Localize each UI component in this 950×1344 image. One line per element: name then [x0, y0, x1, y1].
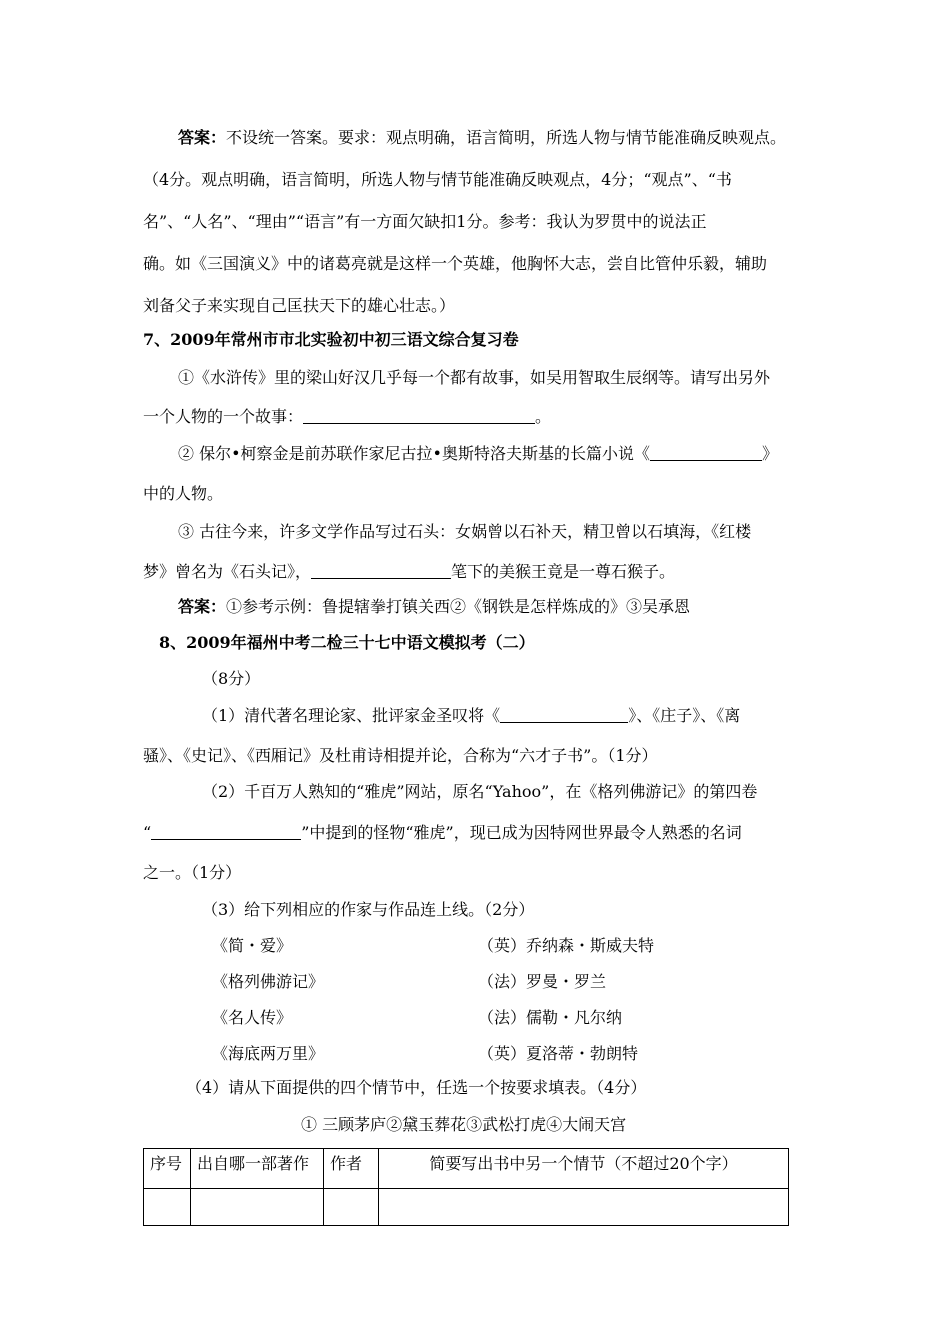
table-cell[interactable]: [191, 1189, 324, 1226]
q7-item-1-end: 。: [535, 407, 552, 426]
q8-part-1-text: （1）清代著名理论家、批评家金圣叹将《: [202, 706, 501, 725]
q7-item-3-text: 梦》曾名为《石头记》，: [143, 562, 312, 581]
q7-item-3-text-end: 笔下的美猴王竟是一尊石猴子。: [451, 562, 676, 581]
author-name: （法）罗曼・罗兰: [478, 972, 607, 991]
q8-part-4: （4）请从下面提供的四个情节中，任选一个按要求填表。（4分）: [186, 1078, 647, 1097]
answer-line-5: 刘备父子来实现自己匡扶天下的雄心壮志。）: [143, 296, 456, 315]
q7-item-3-line-2: [143, 561, 675, 583]
q7-item-1-line-1: ①《水浒传》里的梁山好汉几乎每一个都有故事，如吴用智取生辰纲等。请写出另外: [178, 368, 771, 387]
q8-part-2-line-2: [143, 822, 742, 844]
answer-text: ①参考示例：鲁提辖拳打镇关西②《钢铁是怎样炼成的》③吴承恩: [226, 597, 691, 616]
author-name: （法）儒勒・凡尔纳: [478, 1008, 623, 1027]
q8-part-2-line-1: （2）千百万人熟知的“雅虎”网站，原名“Yahoo”，在《格列佛游记》的第四卷: [202, 782, 758, 801]
answer-line-2: （4分。观点明确，语言简明，所选人物与情节能准确反映观点，4分；“观点”、“书: [143, 170, 732, 189]
q8-options: ① 三顾茅庐②黛玉葬花③武松打虎④大闹天宫: [301, 1115, 627, 1134]
work-title: 《名人传》: [212, 1008, 293, 1027]
answer-blank[interactable]: [303, 407, 535, 424]
work-title: 《格列佛游记》: [212, 972, 325, 991]
work-title: 《简・爱》: [212, 936, 293, 955]
author-name: （英）乔纳森・斯威夫特: [478, 936, 655, 955]
table-header: 序号: [144, 1149, 191, 1189]
open-quote: “: [143, 823, 152, 842]
q8-part-1-text-end: 》、《庄子》、《离: [628, 706, 741, 725]
q8-part-3: （3）给下列相应的作家与作品连上线。（2分）: [202, 900, 535, 919]
table-row: [144, 1189, 789, 1226]
table-header: 出自哪一部著作: [191, 1149, 324, 1189]
q7-item-3-line-1: ③ 古往今来，许多文学作品写过石头：女娲曾以石补天，精卫曾以石填海，《红楼: [178, 522, 752, 541]
answer-label: 答案：: [178, 128, 227, 147]
answer-blank[interactable]: [311, 562, 451, 579]
answer-blank[interactable]: [650, 444, 762, 461]
question-7-heading: 7、2009年常州市市北实验初中初三语文综合复习卷: [143, 330, 519, 349]
answer-line-1: [178, 127, 786, 149]
q8-part-2-text: ”中提到的怪物“雅虎”，现已成为因特网世界最令人熟悉的名词: [301, 823, 742, 842]
q8-part-1-line-1: [202, 705, 740, 727]
question-8-heading: 8、2009年福州中考二检三十七中语文模拟考（二）: [159, 633, 535, 652]
q7-item-2-line-2: 中的人物。: [143, 484, 224, 503]
table-cell[interactable]: [324, 1189, 379, 1226]
q7-item-2-line-1: [178, 443, 778, 465]
answer-line-4: 确。如《三国演义》中的诸葛亮就是这样一个英雄，他胸怀大志，尝自比管仲乐毅，辅助: [143, 254, 768, 273]
q8-part-2-line-3: 之一。（1分）: [143, 863, 242, 882]
answer-label: 答案：: [178, 597, 227, 616]
answer-blank[interactable]: [151, 823, 301, 840]
q8-part-1-line-2: 骚》、《史记》、《西厢记》及杜甫诗相提并论，合称为“六才子书”。（1分）: [143, 746, 658, 765]
answer-blank[interactable]: [500, 706, 628, 723]
q7-item-1-text: 一个人物的一个故事：: [143, 407, 304, 426]
table-cell[interactable]: [144, 1189, 191, 1226]
q7-answer: [178, 596, 690, 618]
q8-score: （8分）: [202, 669, 261, 688]
table-header-row: [144, 1149, 789, 1189]
table-header: 简要写出书中另一个情节（不超过20个字）: [379, 1149, 789, 1189]
q7-item-2-text: ② 保尔•柯察金是前苏联作家尼古拉•奥斯特洛夫斯基的长篇小说《: [178, 444, 650, 463]
q7-item-1-line-2: [143, 406, 551, 428]
answer-table: [143, 1148, 789, 1226]
author-name: （英）夏洛蒂・勃朗特: [478, 1044, 639, 1063]
table-header: 作者: [324, 1149, 379, 1189]
work-title: 《海底两万里》: [212, 1044, 325, 1063]
answer-line-3: 名”、“人名”、“理由”“语言”有一方面欠缺扣1分。参考：我认为罗贯中的说法正: [143, 212, 707, 231]
table-cell[interactable]: [379, 1189, 789, 1226]
q7-item-2-close: 》: [761, 444, 778, 463]
answer-text: 不设统一答案。要求：观点明确，语言简明，所选人物与情节能准确反映观点。: [226, 128, 787, 147]
